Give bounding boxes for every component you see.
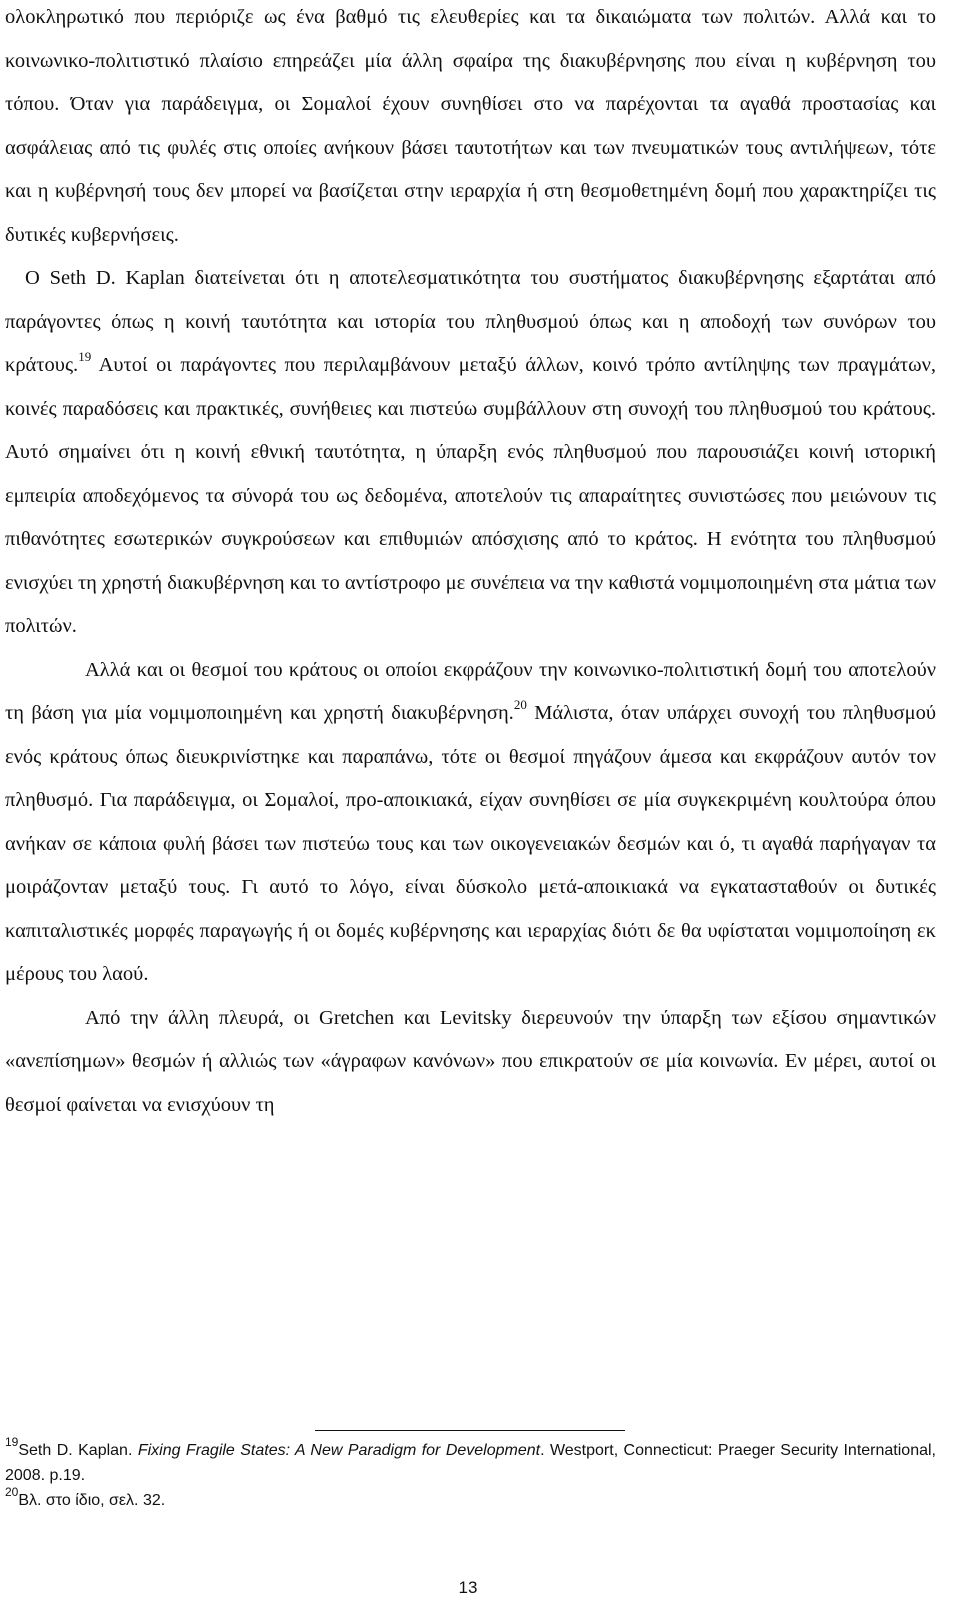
paragraph-institutions-text-2: Μάλιστα, όταν υπάρχει συνοχή του πληθυσμού ενός κράτους όπως διευκρινίστηκε και παραπάνω, τότε οι θεσμοί πηγάζουν άμεσα και εκφράζουν αυτόν τον πληθυσμό. Για παράδειγμα, οι Σομαλοί, προ-αποικιακά, είχαν συνηθίσει σε μία συγκεκριμένη κουλτούρα όπου ανήκαν σε κάποια φυλή βάσει των πιστεύω τους και των οικογενειακών δεσμών και ό, τι αγαθά παρήγαγαν τα μοιράζονταν μεταξύ τους. Γι αυτό το λόγο, είναι δύσκολο μετά-αποικιακά να εγκατασταθούν οι δυτικές καπιταλιστικές μορφές παραγωγής ή οι δομές κυβέρνησης και ιεραρχίας διότι δε θα υφίσταται νομιμοποίηση εκ μέρους του λαού. — [5, 702, 937, 985]
footnote-text: Βλ. στο ίδιο, σελ. 32. — [18, 1492, 166, 1509]
footnote-text: Seth D. Kaplan. — [18, 1442, 138, 1459]
footnote-number: 19 — [5, 1434, 19, 1449]
footnote-ref-19[interactable]: 19 — [78, 349, 92, 365]
page-body — [5, 0, 936, 1127]
footnote-19 — [5, 1434, 936, 1488]
footnote-number: 20 — [5, 1484, 19, 1499]
footnote-ref-20[interactable]: 20 — [513, 697, 527, 713]
paragraph-continuation: ολοκληρωτικό που περιόριζε ως ένα βαθμό τις ελευθερίες και τα δικαιώματα των πολιτών. Αλλά και το κοινωνικο-πολιτιστικό πλαίσιο επηρεάζει μία άλλη σφαίρα της διακυβέρνησης που είναι η κυβέρνηση του τόπου. Όταν για παράδειγμα, οι Σομαλοί έχουν συνηθίσει στο να παρέχονται τα αγαθά προστασίας και ασφάλειας από τις φυλές στις οποίες ανήκουν βάσει ταυτοτήτων και των πνευματικών τους αντιλήψεων, τότε και η κυβέρνησή τους δεν μπορεί να βασίζεται στην ιεραρχία ή στη θεσμοθετημένη δομή που χαρακτηρίζει τις δυτικές κυβερνήσεις. — [5, 6, 936, 246]
paragraph-kaplan-text-2: Αυτοί οι παράγοντες που περιλαμβάνουν μεταξύ άλλων, κοινό τρόπο αντίληψης των πραγμάτων, κοινές παραδόσεις και πρακτικές, συνήθειες και πιστεύω συμβάλλουν στη συνοχή του πληθυσμού του κράτους. Αυτό σημαίνει ότι η κοινή εθνική ταυτότητα, η ύπαρξη ενός πληθυσμού που παρουσιάζει κοινή ιστορική εμπειρία αποδεχόμενος τα σύνορά του ως δεδομένα, αποτελούν τις απαραίτητες συνιστώσες που μειώνουν τις πιθανότητες εσωτερικών συγκρούσεων και επιθυμιών απόσχισης από το κράτος. Η ενότητα του πληθυσμού ενισχύει τη χρηστή διακυβέρνηση και το αντίστροφο με συνέπεια να την καθιστά νομιμοποιημένη στα μάτια των πολιτών. — [5, 354, 936, 637]
footnotes — [5, 1434, 936, 1513]
paragraph-informal-institutions: Από την άλλη πλευρά, οι Gretchen και Levitsky διερευνούν την ύπαρξη των εξίσου σημαντικών «ανεπίσημων» θεσμών ή αλλιώς των «άγραφων κανόνων» που επικρατούν σε μία κοινωνία. Εν μέρει, αυτοί οι θεσμοί φαίνεται να ενισχύουν τη — [5, 1006, 936, 1116]
footnote-text-end: . Westport, Connecticut: Praeger Security International, 2008. p.19. — [5, 1442, 936, 1484]
paragraph-institutions — [5, 649, 936, 997]
paragraph-kaplan-text-1: Ο Seth D. Kaplan διατείνεται ότι η αποτελεσματικότητα του συστήματος διακυβέρνησης εξαρτάται από παράγοντες όπως η κοινή ταυτότητα και ιστορία του πληθυσμού όπως και η αποδοχή των συνόρων του κράτους. — [5, 267, 936, 376]
footnote-20 — [5, 1484, 936, 1513]
footnote-separator — [315, 1430, 625, 1431]
paragraph-institutions-text-1: Αλλά και οι θεσμοί του κράτους οι οποίοι εκφράζουν την κοινωνικο-πολιτιστική δομή του αποτελούν τη βάση για μία νομιμοποιημένη και χρηστή διακυβέρνηση. — [5, 658, 936, 724]
paragraph-kaplan — [5, 257, 936, 649]
footnote-book-title: Fixing Fragile States: A New Paradigm for Development — [137, 1442, 541, 1459]
page-number: 13 — [458, 1578, 478, 1597]
